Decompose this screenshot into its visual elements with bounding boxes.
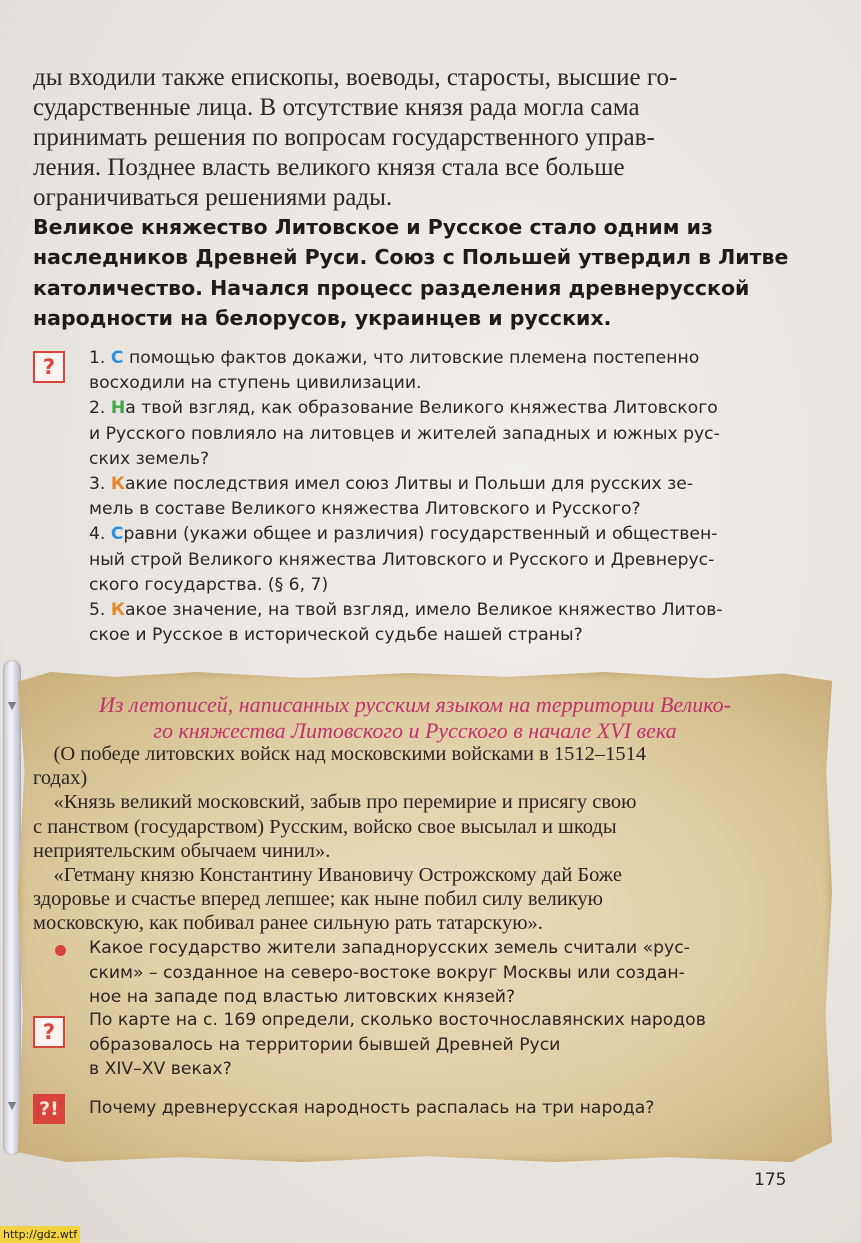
question-text: акие последствия имел союз Литвы и Польши для русских зе- <box>124 474 694 495</box>
question-text: мель в составе Великого княжества Литовского и Русского? <box>89 499 641 520</box>
intro-line: ограничиваться решениями рады. <box>33 184 393 211</box>
chronicle-line: «Князь великий московский, забыв про перемирие и присягу свою <box>33 791 637 814</box>
intro-line: ды входили также епископы, воеводы, старосты, высшие го- <box>33 64 678 91</box>
question-icon: ? <box>33 351 65 383</box>
intro-line: ления. Позднее власть великого князя стала все больше <box>33 154 625 181</box>
chronicle-text <box>33 742 783 936</box>
chronicle-think-question <box>89 1096 789 1121</box>
question-number: 4. <box>89 524 106 545</box>
question-item-3 <box>89 472 789 522</box>
chronicle-line: с панством (государством) Русским, войско свое высылал и шкоды <box>33 815 617 838</box>
chronicle-bullet-question <box>89 936 789 1010</box>
question-number: 1. <box>89 348 106 368</box>
question-text: а твой взгляд, как образование Великого княжества Литовского <box>125 398 718 419</box>
think-question-icon: ?! <box>33 1094 65 1124</box>
chronicle-line: неприятельским обычаем чинил». <box>33 839 331 862</box>
question-initial: С <box>110 348 124 368</box>
question-text: равни (укажи общее и различия) государственный и обществен- <box>123 524 718 545</box>
summary-line: Великое княжество Литовское и Русское стало одним из <box>33 215 713 239</box>
question-number: 5. <box>89 600 106 621</box>
summary-line: католичество. Начался процесс разделения древнерусской <box>33 275 750 300</box>
question-text: образовалось на территории бывшей Древней Руси <box>89 1034 561 1055</box>
scroll-rail-decoration <box>3 660 21 1155</box>
question-text: Какое государство жители западнорусских земель считали «рус- <box>89 938 690 958</box>
watermark-link[interactable]: http://gdz.wtf <box>0 1226 80 1243</box>
question-text: в XIV–XV веках? <box>89 1059 232 1080</box>
summary-line: наследников Древней Руси. Союз с Польшей утвердил в Литве <box>33 245 789 270</box>
question-text: ное на западе под властью литовских князей? <box>89 987 516 1008</box>
intro-line: сударственные лица. В отсутствие князя рада могла сама <box>33 94 640 121</box>
question-text: Почему древнерусская народность распалась на три народа? <box>89 1098 655 1118</box>
question-initial: К <box>110 600 125 621</box>
question-text: ских земель? <box>89 448 210 469</box>
question-item-4 <box>89 522 789 598</box>
summary-line: народности на белорусов, украинцев и русских. <box>33 305 612 330</box>
question-initial: К <box>110 474 125 495</box>
chronicle-title-line: Из летописей, написанных русским языком на территории Велико- <box>99 692 731 717</box>
question-text: помощью фактов докажи, что литовские племена постепенно <box>123 348 700 368</box>
chevron-down-icon: ▼ <box>5 697 19 713</box>
intro-line: принимать решения по вопросам государственного управ- <box>33 124 655 151</box>
chronicle-map-question <box>89 1008 789 1082</box>
chronicle-line: «Гетману князю Константину Ивановичу Острожскому дай Боже <box>33 864 622 887</box>
page-number: 175 <box>754 1170 787 1190</box>
question-text: и Русского повлияло на литовцев и жителей западных и южных рус- <box>89 423 720 444</box>
intro-paragraph <box>33 63 797 213</box>
chronicle-line: московскую, как побивал ранее сильную рать татарскую». <box>33 912 543 935</box>
question-text: ского государства. (§ 6, 7) <box>89 574 329 595</box>
chevron-down-icon: ▼ <box>5 1097 19 1113</box>
question-icon: ? <box>33 1016 65 1048</box>
question-text: ный строй Великого княжества Литовского и Русского и Древнерус- <box>89 549 715 570</box>
question-text: ское и Русское в исторической судьбе нашей страны? <box>89 625 583 646</box>
question-item-2 <box>89 396 789 472</box>
question-item-1 <box>89 346 789 396</box>
question-text: По карте на с. 169 определи, сколько восточнославянских народов <box>89 1010 706 1030</box>
chronicle-line: здоровье и счастье вперед лепшее; как ныне побил силу великую <box>33 888 603 911</box>
chronicle-title <box>30 692 800 744</box>
question-text: акое значение, на твой взгляд, имело Великое княжество Литов- <box>124 600 723 621</box>
bullet-dot-icon <box>55 945 66 956</box>
question-text: ским» – созданное на северо-востоке вокруг Москвы или создан- <box>89 962 685 983</box>
question-text: восходили на ступень цивилизации. <box>89 373 422 394</box>
chronicle-title-line: го княжества Литовского и Русского в начале XVI века <box>153 718 677 743</box>
question-number: 2. <box>89 398 106 419</box>
question-number: 3. <box>89 474 106 495</box>
chronicle-line: годах) <box>33 767 88 790</box>
chronicle-line: (О победе литовских войск над московскими войсками в 1512–1514 <box>33 743 647 765</box>
section-summary <box>33 212 797 333</box>
question-initial: Н <box>110 398 126 419</box>
question-initial: С <box>110 524 124 545</box>
question-item-5 <box>89 598 789 648</box>
question-list <box>89 346 789 648</box>
